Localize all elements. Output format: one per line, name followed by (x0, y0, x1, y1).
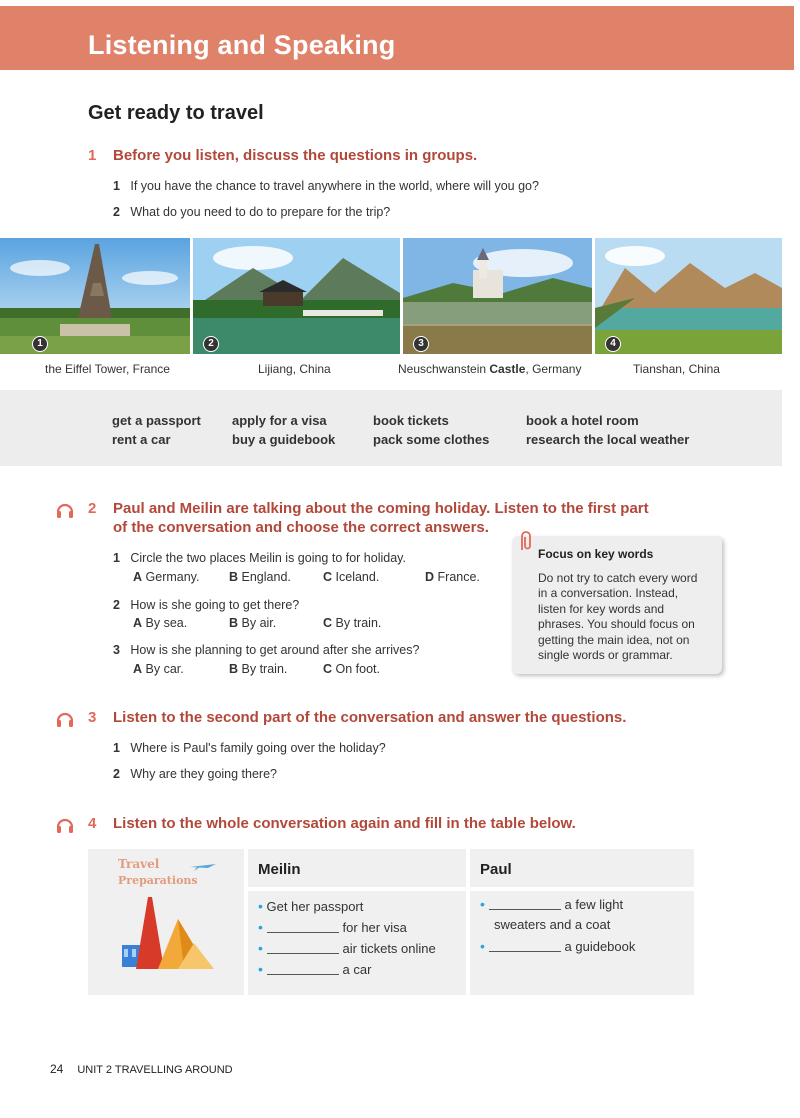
photo-1-badge: 1 (32, 336, 48, 352)
caption-eiffel-tower: the Eiffel Tower, France (45, 362, 170, 376)
phrase-item: book tickets (373, 413, 449, 428)
ex2-q1-option-c[interactable]: C Iceland. (323, 570, 380, 584)
focus-tip-line: phrases. You should focus on (538, 617, 695, 631)
caption-tianshan: Tianshan, China (633, 362, 720, 376)
ex2-q1-option-b[interactable]: B England. (229, 570, 291, 584)
answer-blank (267, 953, 339, 954)
meilin-column-header: Meilin (258, 861, 301, 878)
caption-lijiang: Lijiang, China (258, 362, 331, 376)
logo-text-line-1: Travel (118, 857, 160, 871)
phrase-item: research the local weather (526, 432, 690, 447)
exercise-3-number: 3 (88, 709, 97, 726)
caption-neuschwanstein: Neuschwanstein Castle, Germany (398, 362, 582, 376)
photo-3-badge: 3 (413, 336, 429, 352)
ex3-question-1: 1 Where is Paul's family going over the holiday? (113, 741, 386, 755)
photo-2-badge: 2 (203, 336, 219, 352)
section-title: Get ready to travel (88, 102, 264, 124)
ex2-question-2: 2 How is she going to get there? (113, 598, 300, 612)
ex2-q1-option-a[interactable]: A Germany. (133, 570, 200, 584)
answer-blank (489, 951, 561, 952)
photo-eiffel-tower (0, 238, 190, 354)
answer-blank (267, 932, 339, 933)
focus-tip-title: Focus on key words (538, 547, 654, 561)
ex2-q2-option-c[interactable]: C By train. (323, 616, 382, 630)
headphones-icon (55, 815, 75, 835)
exercise-3-instruction: Listen to the second part of the conversation and answer the questions. (113, 709, 627, 726)
paul-item-1-continued: sweaters and a coat (494, 917, 611, 932)
ex1-question-2: 2 What do you need to do to prepare for the trip? (113, 205, 391, 219)
meilin-item-4[interactable]: • a car (258, 961, 372, 977)
photo-neuschwanstein (403, 238, 592, 354)
phrase-item: buy a guidebook (232, 432, 336, 447)
exercise-1-number: 1 (88, 147, 97, 164)
ex2-q2-option-a[interactable]: A By sea. (133, 616, 188, 630)
answer-blank (267, 974, 339, 975)
headphones-icon (55, 500, 75, 520)
airplane-icon (188, 859, 218, 873)
ex2-question-3: 3 How is she planning to get around after she arrives? (113, 643, 420, 657)
photo-4-badge: 4 (605, 336, 621, 352)
page-footer (50, 1062, 233, 1076)
ex2-q3-option-b[interactable]: B By train. (229, 662, 288, 676)
meilin-item-1: • Get her passport (258, 898, 364, 914)
paul-item-2[interactable]: • a guidebook (480, 938, 636, 954)
logo-text-line-2: Preparations (118, 874, 198, 887)
headphones-icon (55, 709, 75, 729)
ex2-q1-option-d[interactable]: D France. (425, 570, 480, 584)
photo-lijiang (193, 238, 400, 354)
phrase-item: pack some clothes (373, 432, 490, 447)
exercise-2-number: 2 (88, 500, 97, 517)
landmarks-illustration (118, 893, 218, 977)
focus-tip-line: single words or grammar. (538, 648, 673, 662)
phrase-item: get a passport (112, 413, 201, 428)
phrase-item: apply for a visa (232, 413, 327, 428)
exercise-1-instruction: Before you listen, discuss the questions in groups. (113, 147, 478, 164)
ex3-question-2: 2 Why are they going there? (113, 767, 277, 781)
page-number: 24 (50, 1062, 64, 1076)
exercise-4-instruction: Listen to the whole conversation again and fill in the table below. (113, 815, 576, 832)
paperclip-icon (516, 530, 534, 552)
table-header-paul (470, 849, 694, 887)
phrase-item: book a hotel room (526, 413, 639, 428)
unit-label: UNIT 2 TRAVELLING AROUND (77, 1064, 233, 1076)
focus-tip-line: getting the main idea, not on (538, 633, 690, 647)
ex2-question-1: 1 Circle the two places Meilin is going to for holiday. (113, 551, 406, 565)
meilin-item-2[interactable]: • for her visa (258, 919, 407, 935)
meilin-item-3[interactable]: • air tickets online (258, 940, 436, 956)
focus-tip-line: Do not try to catch every word (538, 571, 698, 585)
focus-tip-line: listen for key words and (538, 602, 665, 616)
meilin-cell (248, 891, 466, 995)
phrase-item: rent a car (112, 432, 171, 447)
travel-preparations-table (88, 849, 694, 995)
focus-tip-line: in a conversation. Instead, (538, 586, 679, 600)
page-title: Listening and Speaking (88, 30, 396, 60)
table-header-meilin (248, 849, 466, 887)
ex2-q3-option-c[interactable]: C On foot. (323, 662, 380, 676)
exercise-2-instruction-line-2: of the conversation and choose the correct answers. (113, 519, 489, 536)
table-logo-cell (88, 849, 244, 995)
exercise-2-instruction-line-1: Paul and Meilin are talking about the coming holiday. Listen to the first part (113, 500, 649, 517)
ex2-q3-option-a[interactable]: A By car. (133, 662, 184, 676)
answer-blank (489, 909, 561, 910)
ex2-q2-option-b[interactable]: B By air. (229, 616, 277, 630)
paul-cell (470, 891, 694, 995)
paul-item-1[interactable]: • a few light (480, 896, 624, 912)
ex1-question-1: 1 If you have the chance to travel anywhere in the world, where will you go? (113, 179, 539, 193)
exercise-4-number: 4 (88, 815, 97, 832)
phrase-box (0, 390, 782, 466)
paul-column-header: Paul (480, 861, 512, 878)
photo-tianshan (595, 238, 782, 354)
